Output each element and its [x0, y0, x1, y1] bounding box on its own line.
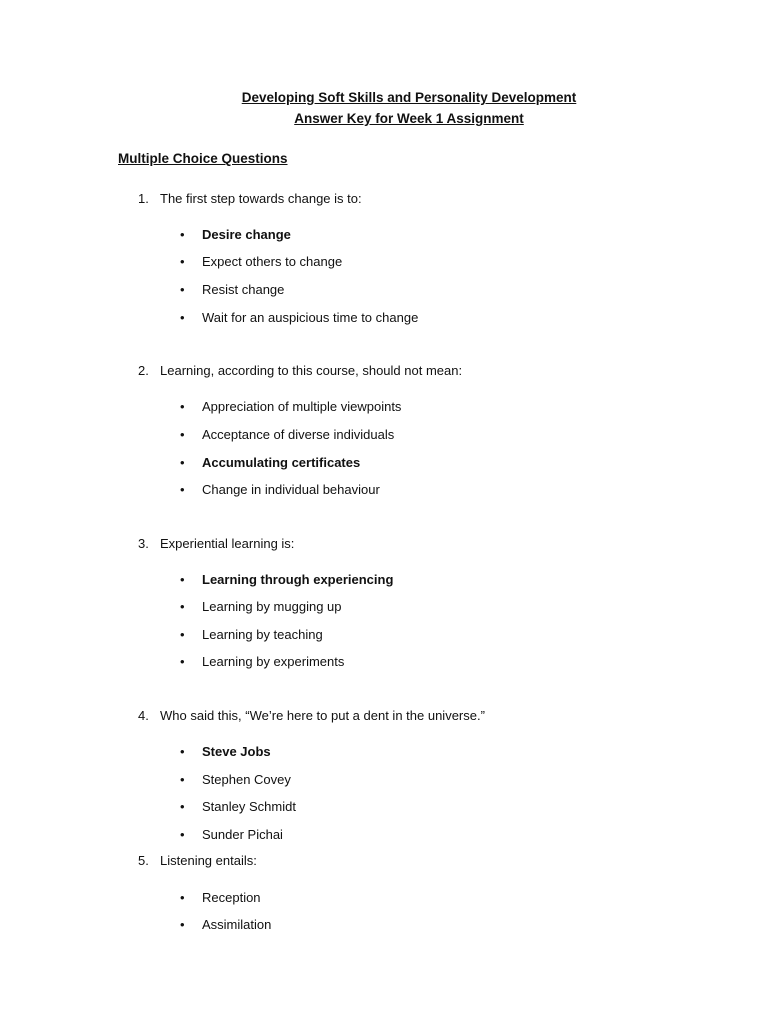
answer-option	[180, 798, 296, 816]
bullet-icon: •	[180, 890, 185, 905]
option-text: Appreciation of multiple viewpoints	[202, 399, 402, 414]
question-text: Learning, according to this course, should not mean:	[160, 363, 463, 378]
question-number: 5.	[138, 853, 149, 868]
option-text: Desire change	[202, 227, 291, 242]
option-text: Steve Jobs	[202, 744, 271, 759]
question-5	[138, 852, 257, 870]
bullet-icon: •	[180, 427, 185, 442]
question-number: 2.	[138, 363, 149, 378]
answer-option	[180, 916, 271, 934]
bullet-icon: •	[180, 282, 185, 297]
bullet-icon: •	[180, 572, 185, 587]
answer-option	[180, 771, 291, 789]
question-3	[138, 535, 294, 553]
option-text: Wait for an auspicious time to change	[202, 310, 419, 325]
option-text: Expect others to change	[202, 254, 343, 269]
question-text: Experiential learning is:	[160, 536, 295, 551]
question-2	[138, 362, 462, 380]
answer-option	[180, 253, 342, 271]
option-text: Stephen Covey	[202, 772, 291, 787]
option-text: Learning by teaching	[202, 627, 323, 642]
option-text: Assimilation	[202, 917, 272, 932]
option-text: Stanley Schmidt	[202, 799, 296, 814]
bullet-icon: •	[180, 254, 185, 269]
option-text: Change in individual behaviour	[202, 482, 380, 497]
answer-option	[180, 309, 418, 327]
bullet-icon: •	[180, 654, 185, 669]
option-text: Resist change	[202, 282, 285, 297]
option-text: Learning by experiments	[202, 654, 345, 669]
answer-option	[180, 426, 394, 444]
bullet-icon: •	[180, 455, 185, 470]
bullet-icon: •	[180, 627, 185, 642]
bullet-icon: •	[180, 827, 185, 842]
correct-answer-option	[180, 743, 271, 761]
question-text: The first step towards change is to:	[160, 191, 362, 206]
document-subtitle: Answer Key for Week 1 Assignment	[294, 111, 524, 126]
question-number: 1.	[138, 191, 149, 206]
bullet-icon: •	[180, 310, 185, 325]
correct-answer-option	[180, 226, 291, 244]
question-text: Who said this, “We’re here to put a dent in the universe.”	[160, 708, 485, 723]
answer-option	[180, 653, 344, 671]
option-text: Sunder Pichai	[202, 827, 283, 842]
question-text: Listening entails:	[160, 853, 257, 868]
correct-answer-option	[180, 454, 360, 472]
option-text: Reception	[202, 890, 261, 905]
bullet-icon: •	[180, 599, 185, 614]
bullet-icon: •	[180, 744, 185, 759]
answer-option	[180, 481, 380, 499]
document-title: Developing Soft Skills and Personality Development	[241, 90, 577, 105]
question-number: 3.	[138, 536, 149, 551]
option-text: Learning by mugging up	[202, 599, 342, 614]
bullet-icon: •	[180, 799, 185, 814]
section-heading: Multiple Choice Questions	[118, 151, 288, 166]
bullet-icon: •	[180, 399, 185, 414]
bullet-icon: •	[180, 227, 185, 242]
answer-option	[180, 398, 401, 416]
question-4	[138, 707, 485, 725]
option-text: Acceptance of diverse individuals	[202, 427, 395, 442]
answer-option	[180, 826, 283, 844]
bullet-icon: •	[180, 482, 185, 497]
bullet-icon: •	[180, 917, 185, 932]
question-1	[138, 190, 362, 208]
answer-option	[180, 281, 284, 299]
answer-option	[180, 626, 323, 644]
question-number: 4.	[138, 708, 149, 723]
option-text: Learning through experiencing	[202, 572, 394, 587]
option-text: Accumulating certificates	[202, 455, 361, 470]
correct-answer-option	[180, 571, 393, 589]
answer-option	[180, 598, 342, 616]
answer-option	[180, 889, 261, 907]
bullet-icon: •	[180, 772, 185, 787]
